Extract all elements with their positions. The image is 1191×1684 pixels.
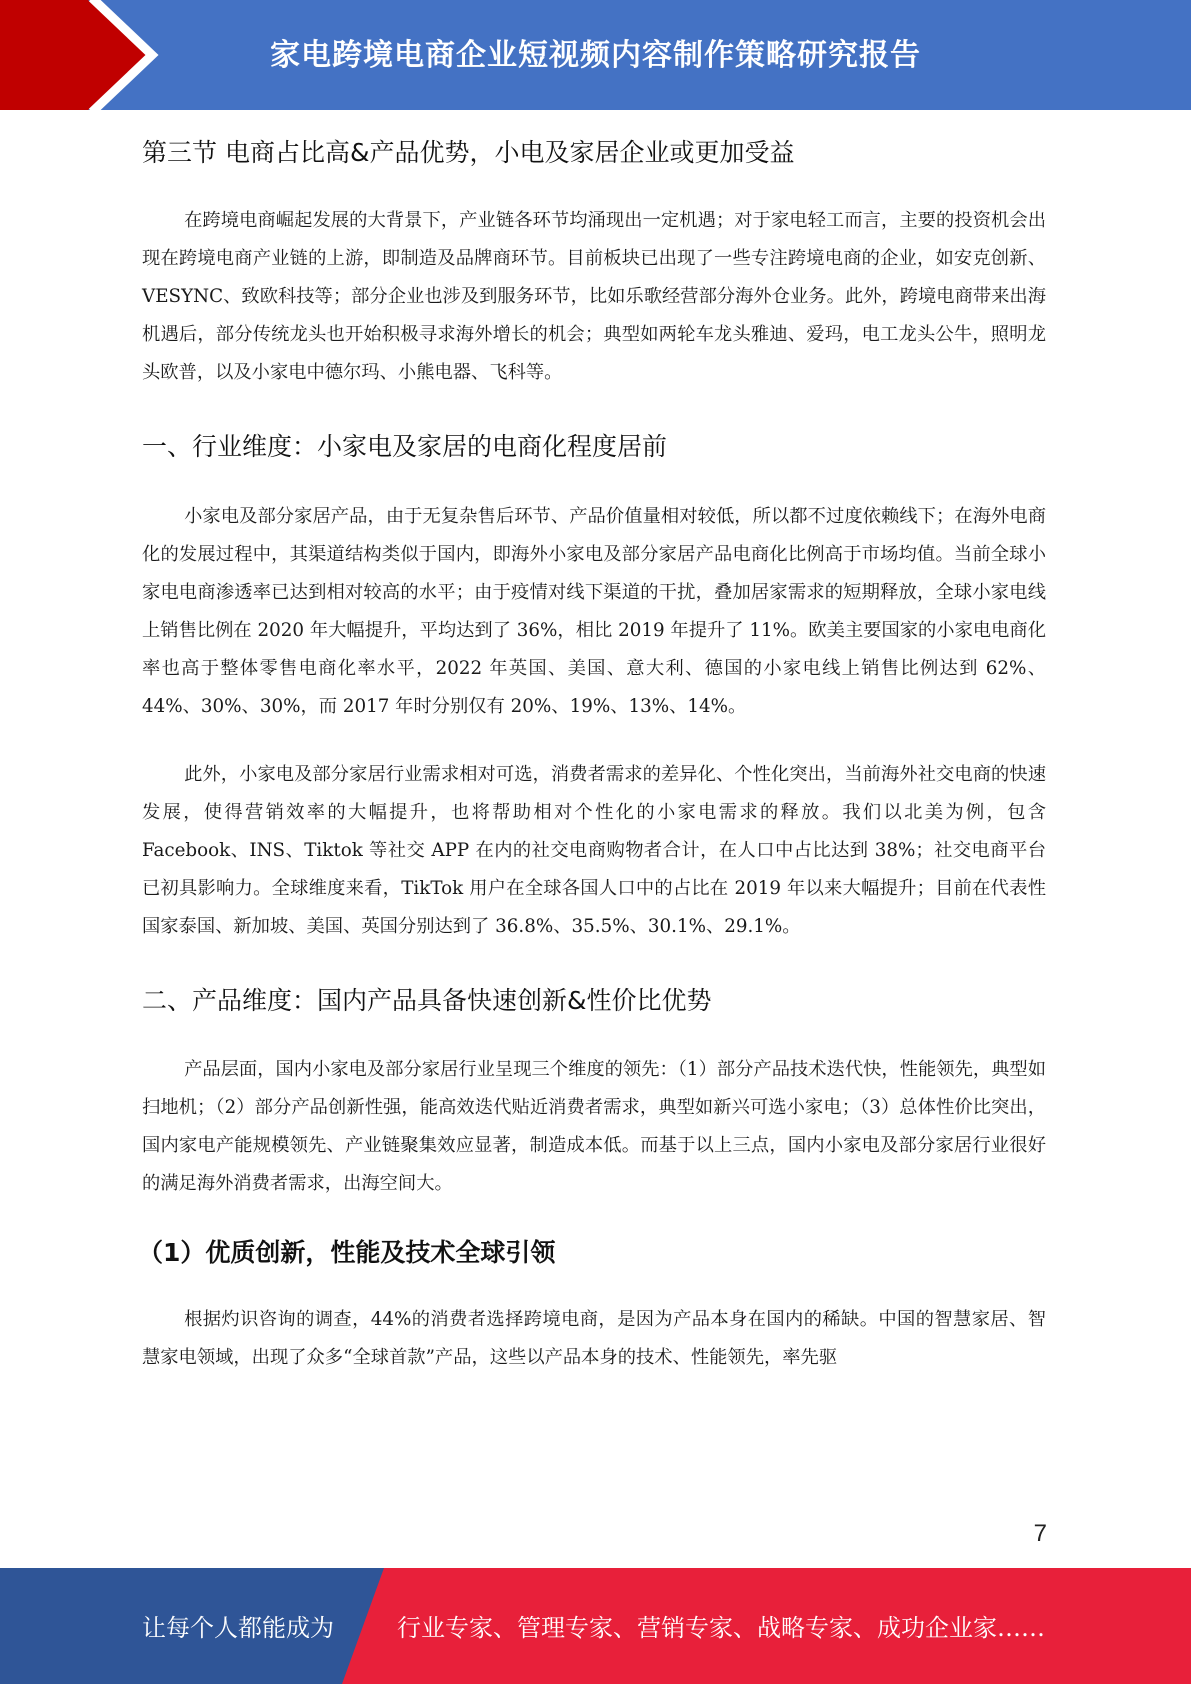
page-header: [0, 0, 1191, 110]
paragraph-industry-1: 小家电及部分家居产品，由于无复杂售后环节、产品价值量相对较低，所以都不过度依赖线下；在海外电商化的发展过程中，其渠道结构类似于国内，即海外小家电及部分家居产品电商化比例高于市场均值。当前全球小家电电商渗透率已达到相对较高的水平；由于疫情对线下渠道的干扰，叠加居家需求的短期释放，全球小家电线上销售比例在 2020 年大幅提升，平均达到了 36%，相比 2019 年提升了 11%。欧美主要国家的小家电电商化率也高于整体零售电商化率水平，2022 年英国、美国、意大利、德国的小家电线上销售比例达到 62%、44%、30%、30%，而 2017 年时分别仅有 20%、19%、13%、14%。: [142, 506, 1046, 717]
report-title: 家电跨境电商企业短视频内容制作策略研究报告: [270, 38, 921, 73]
subsubsection-title-innovation: （1）优质创新，性能及技术全球引领: [138, 1238, 556, 1267]
page-number: 7: [1033, 1520, 1047, 1547]
subsection-title-industry: 一、行业维度：小家电及家居的电商化程度居前: [142, 432, 668, 461]
page-footer: [0, 1568, 1191, 1684]
section-title: 第三节 电商占比高&产品优势，小电及家居企业或更加受益: [142, 138, 795, 167]
paragraph-industry-2: 此外，小家电及部分家居行业需求相对可选，消费者需求的差异化、个性化突出，当前海外社交电商的快速发展，使得营销效率的大幅提升，也将帮助相对个性化的小家电需求的释放。我们以北美为例，包含 Facebook、INS、Tiktok 等社交 APP 在内的社交电商购物者合计，在人口中占比达到 38%；社交电商平台已初具影响力。全球维度来看，TikTok 用户在全球各国人口中的占比在 2019 年以来大幅提升；目前在代表性国家泰国、新加坡、美国、英国分别达到了 36.8%、35.5%、30.1%、29.1%。: [142, 764, 1046, 937]
paragraph-innovation: 根据灼识咨询的调查，44%的消费者选择跨境电商，是因为产品本身在国内的稀缺。中国的智慧家居、智慧家电领域，出现了众多“全球首款”产品，这些以产品本身的技术、性能领先，率先驱: [142, 1309, 1046, 1368]
header-red-arrow: [0, 0, 148, 110]
subsection-title-product: 二、产品维度：国内产品具备快速创新&性价比优势: [142, 986, 712, 1015]
header-arrow-decoration: [0, 0, 260, 110]
paragraph-intro: 在跨境电商崛起发展的大背景下，产业链各环节均涌现出一定机遇；对于家电轻工而言，主要的投资机会出现在跨境电商产业链的上游，即制造及品牌商环节。目前板块已出现了一些专注跨境电商的企业，如安克创新、VESYNC、致欧科技等；部分企业也涉及到服务环节，比如乐歌经营部分海外仓业务。此外，跨境电商带来出海机遇后，部分传统龙头也开始积极寻求海外增长的机会；典型如两轮车龙头雅迪、爱玛，电工龙头公牛，照明龙头欧普，以及小家电中德尔玛、小熊电器、飞科等。: [142, 210, 1046, 383]
footer-slogan-right: 行业专家、管理专家、营销专家、战略专家、成功企业家……: [397, 1614, 1045, 1642]
paragraph-product: 产品层面，国内小家电及部分家居行业呈现三个维度的领先：（1）部分产品技术迭代快，性能领先，典型如扫地机；（2）部分产品创新性强，能高效迭代贴近消费者需求，典型如新兴可选小家电；（3）总体性价比突出，国内家电产能规模领先、产业链聚集效应显著，制造成本低。而基于以上三点，国内小家电及部分家居行业很好的满足海外消费者需求，出海空间大。: [142, 1059, 1046, 1194]
footer-slogan-left: 让每个人都能成为: [142, 1614, 334, 1642]
page-body: [138, 128, 1046, 1377]
